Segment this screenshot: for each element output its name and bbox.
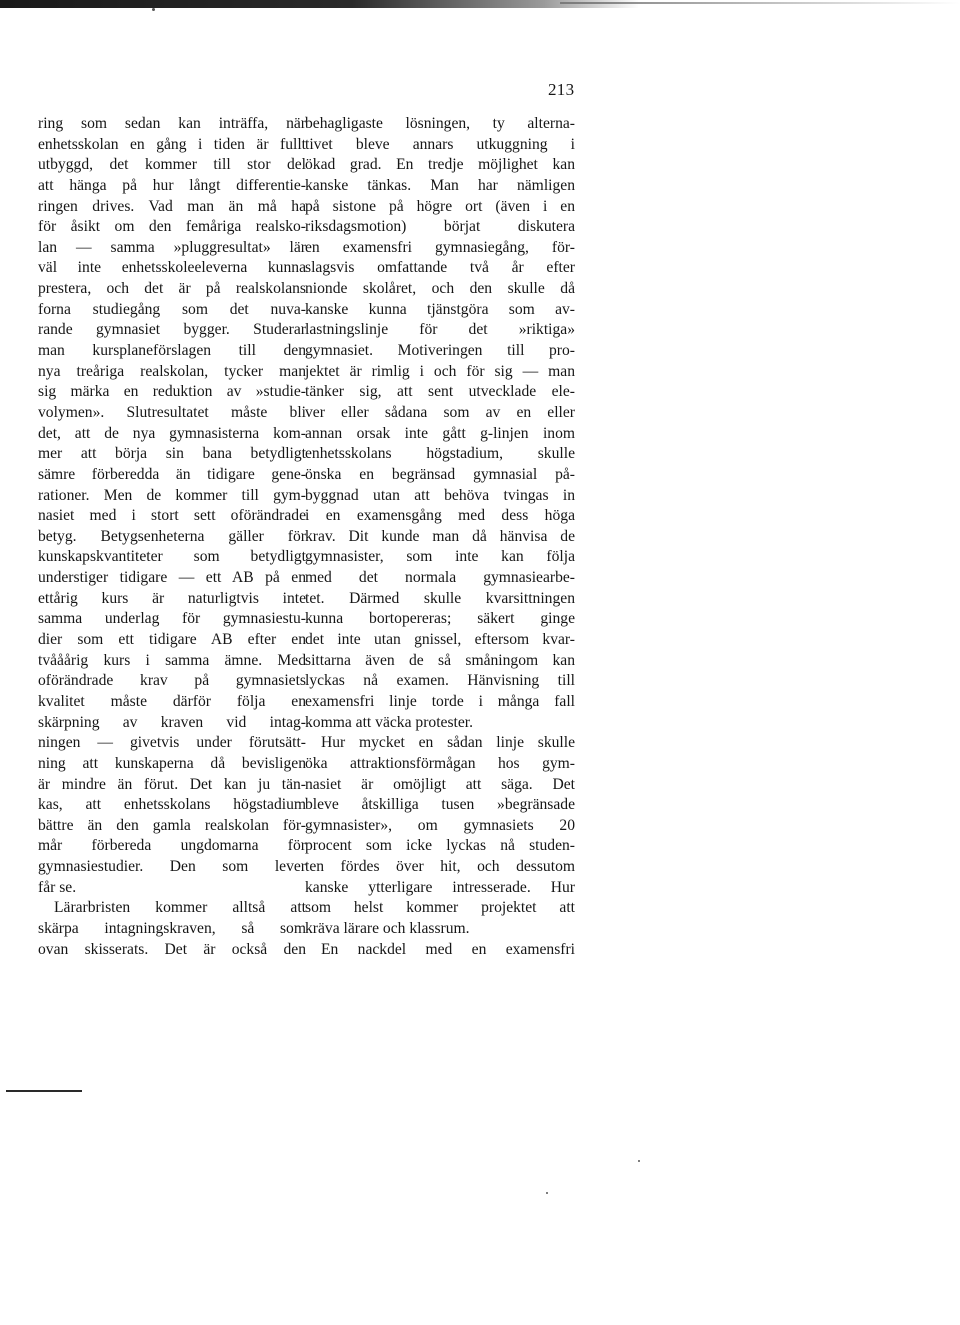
text-line: prestera, och det är på realskolans (38, 280, 306, 298)
text-line: på sistone på högre ort (även i en (305, 197, 575, 215)
text-line: samma underlag för gymnasiestu- (38, 610, 306, 628)
text-line: Lärarbristen kommer alltså att (54, 899, 306, 917)
text-line: kanske kunna tjänstgöra som av- (305, 300, 575, 318)
text-line: nya treåriga realskolan, tycker man (38, 362, 306, 380)
text-line: sittarna även de så småningom kan (305, 651, 575, 669)
text-line: krav. Dit kunde man då hänvisa de (305, 527, 575, 545)
text-line: lan — samma »pluggresultat» lär (38, 238, 306, 256)
text-line: det, att de nya gymnasisterna kom- (38, 424, 306, 442)
text-line: En nackdel med en examensfri (321, 940, 575, 958)
text-line: kas, att enhetsskolans högstadium (38, 796, 306, 814)
text-line: väl inte enhetsskoleeleverna kunna (38, 259, 306, 277)
text-line: gymnasiestudier. Den som lever (38, 858, 306, 876)
text-line: enhetsskolan en gång i tiden är fullt (38, 135, 306, 153)
text-line: oförändrade krav på gymnasiets (38, 672, 306, 690)
text-line: nasiet med i stort sett oförändrade (38, 507, 306, 525)
text-line: ning att kunskaperna då bevisligen (38, 754, 306, 772)
text-line: att hänga på hur långt differentie- (38, 176, 306, 194)
text-line: för åsikt om den femåriga realsko- (38, 218, 306, 236)
footnote-rule (6, 1090, 82, 1092)
text-line: lastningslinje för det »riktiga» (305, 321, 575, 339)
text-line: dier som ett tidigare AB efter en (38, 631, 306, 649)
text-line: sig märka en reduktion av »studie- (38, 383, 306, 401)
text-line: nasiet är omöjligt att säga. Det (305, 775, 575, 793)
text-line: ten fördes över hit, och dessutom (305, 858, 575, 876)
text-line: ring som sedan kan inträffa, när (38, 115, 306, 132)
text-line: man kursplaneförslagen till den (38, 342, 306, 360)
text-line: kanske ytterligare intresserade. Hur (305, 878, 575, 896)
text-line: annan orsak inte gått g-linjen inom (305, 424, 575, 442)
text-line: riksdagsmotion) börjat diskutera (305, 218, 575, 236)
text-line: enhetsskolans högstadium, skulle (305, 445, 575, 463)
text-line: tänker sig, att sent utvecklade ele- (305, 383, 575, 401)
text-line: understiger tidigare — ett AB på en (38, 569, 306, 587)
text-line: ningen — givetvis under förutsätt- (38, 734, 306, 752)
text-line: en examensfri gymnasiegång, för- (305, 238, 575, 256)
page-number: 213 (548, 80, 575, 99)
text-line: jektet är rimlig i och för sig — man (305, 362, 575, 380)
text-line: i en examensgång med dess höga (305, 507, 575, 525)
text-line: öka attraktionsförmågan hos gym- (305, 754, 575, 772)
text-line: är mindre än förut. Det kan ju tän- (38, 775, 306, 793)
text-line: som helst kommer projektet att (305, 899, 575, 917)
scan-border-top (0, 0, 640, 8)
text-line: behagligaste lösningen, ty alterna- (305, 115, 575, 132)
text-line: bleve åtskilliga tusen »begränsade (305, 796, 575, 814)
text-line: det inte utan gnissel, eftersom kvar- (305, 631, 575, 649)
text-line: ökad grad. En tredje möjlighet kan (305, 156, 575, 174)
text-line: mer att börja sin bana betydligt (38, 445, 306, 463)
text-line: volymen». Slutresultatet måste bli (38, 403, 306, 421)
text-line: mår förbereda ungdomarna för (38, 837, 306, 855)
text-line: gymnasister, som inte kan följa (305, 548, 575, 566)
left-text-column (38, 114, 306, 960)
text-line: nionde skolåret, och den skulle då (305, 280, 575, 298)
text-line: lyckas nå examen. Hänvisning till (305, 672, 575, 690)
text-line: rande gymnasiet bygger. Studerar (38, 321, 306, 339)
text-line: kunskapskvantiteter som betydligt (38, 548, 306, 566)
text-line: forna studiegång som det nuva- (38, 300, 306, 318)
text-line: med det normala gymnasiearbe- (305, 569, 575, 587)
text-line: tvååårig kurs i samma ämne. Med (38, 651, 306, 669)
text-line: procent som icke lyckas nå studen- (305, 837, 575, 855)
text-line: sämre förberedda än tidigare gene- (38, 465, 306, 483)
text-line: slagsvis omfattande två år efter (305, 259, 575, 277)
text-line: kräva lärare och klassrum. (305, 919, 470, 937)
text-line: tivet bleve annars utkuggning i (305, 135, 575, 153)
text-line: Hur mycket en sådan linje skulle (321, 734, 575, 752)
text-line: utbyggd, det kommer till stor del (38, 156, 306, 174)
text-line: ringen drives. Vad man än må ha (38, 197, 306, 215)
text-line: kanske tänkas. Man har nämligen (305, 176, 575, 194)
text-line: ver eller sådana som av en eller (305, 403, 575, 421)
text-line: rationer. Men de kommer till gym- (38, 486, 306, 504)
text-line: kunna bortopereras; säkert ginge (305, 610, 575, 628)
text-line: skärpa intagningskraven, så som (38, 919, 306, 937)
scan-speck (152, 8, 155, 11)
text-line: tet. Därmed skulle kvarsittningen (305, 589, 575, 607)
right-text-column (305, 114, 575, 960)
text-line: får se. (38, 878, 77, 896)
text-line: önska en begränsad gymnasial på- (305, 465, 575, 483)
text-line: gymnasister», om gymnasiets 20 (305, 816, 575, 834)
scan-speck (638, 1160, 640, 1162)
scan-speck (546, 1192, 548, 1194)
text-line: kvalitet måste därför följa en (38, 692, 306, 710)
text-line: skärpning av kraven vid intag- (38, 713, 306, 731)
text-line: komma att väcka protester. (305, 713, 474, 731)
text-line: bättre än den gamla realskolan för- (38, 816, 306, 834)
text-line: ettårig kurs är naturligtvis inte (38, 589, 306, 607)
scan-border-line (560, 2, 960, 4)
text-line: gymnasiet. Motiveringen till pro- (305, 342, 575, 360)
text-line: ovan skisserats. Det är också den (38, 940, 306, 958)
text-line: examensfri linje torde i många fall (305, 692, 575, 710)
text-line: byggnad utan att behöva tvingas in (305, 486, 575, 504)
text-line: betyg. Betygsenheterna gäller för (38, 527, 306, 545)
